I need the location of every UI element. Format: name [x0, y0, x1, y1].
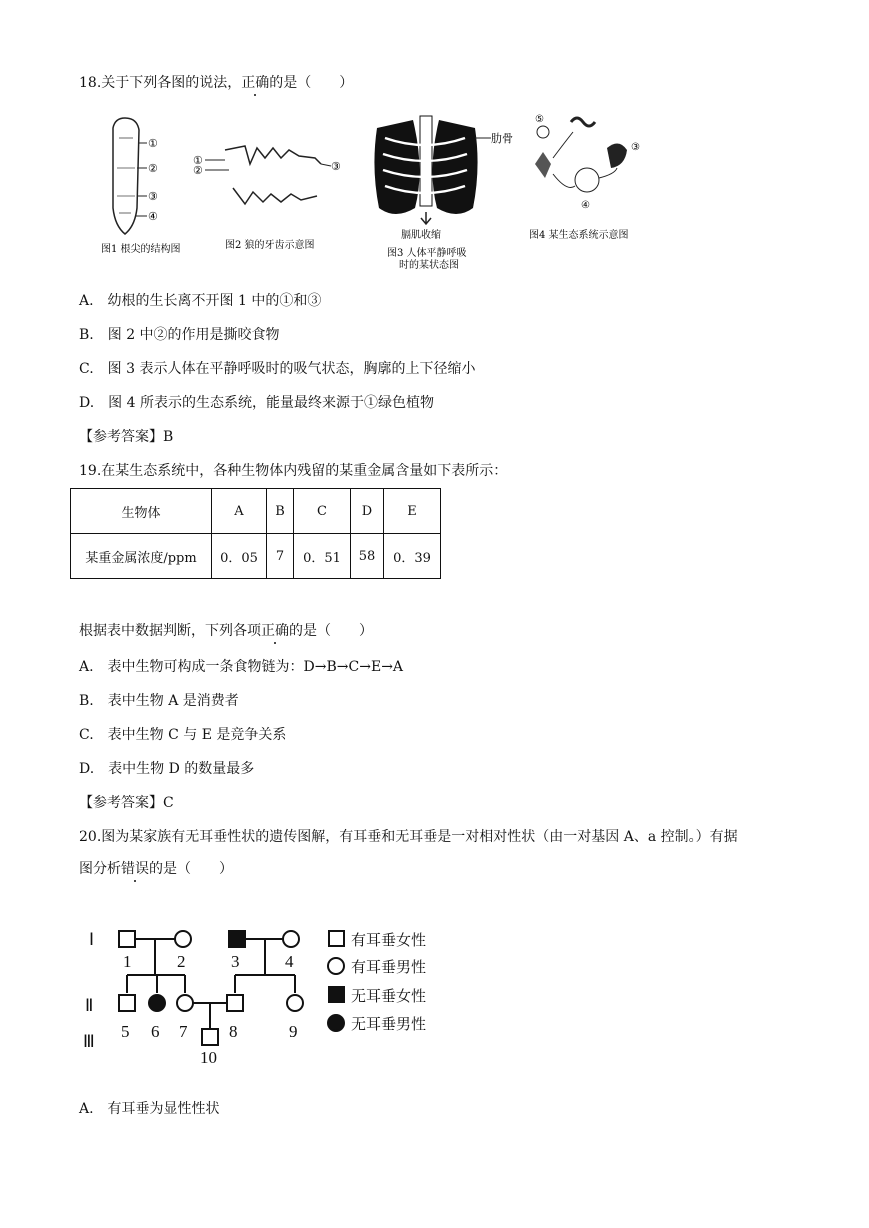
table-cell: 生物体: [71, 489, 212, 534]
q19-option-d: D. 表中生物 D 的数量最多: [79, 761, 255, 777]
svg-text:6: 6: [151, 1022, 160, 1041]
individual-8: [227, 995, 243, 1011]
rib-cage-figure: [374, 116, 513, 271]
svg-text:无耳垂男性: 无耳垂男性: [351, 1017, 427, 1033]
pedigree-svg: [85, 915, 465, 1075]
q20-option-a: A. 有耳垂为显性性状: [79, 1101, 220, 1117]
svg-text:①: ①: [148, 137, 158, 150]
svg-text:Ⅱ: Ⅱ: [85, 996, 94, 1015]
emphasis-correct: 正确: [241, 75, 270, 91]
individual-4: [283, 931, 299, 947]
svg-text:④: ④: [581, 200, 590, 211]
individual-5: [119, 995, 135, 1011]
svg-text:③: ③: [631, 142, 640, 153]
q19-answer: 【参考答案】C: [79, 795, 174, 811]
q20-stem-line1: 20.图为某家族有无耳垂性状的遗传图解，有耳垂和无耳垂是一对相对性状（由一对基因 A、a 控制。）有据: [79, 829, 738, 845]
table-cell: 58: [351, 534, 384, 579]
q18-figure-svg: [95, 108, 655, 271]
root-tip-figure: [101, 118, 181, 255]
pedigree-chart: [85, 915, 465, 1075]
svg-text:5: 5: [121, 1022, 130, 1041]
svg-text:4: 4: [285, 952, 294, 971]
svg-text:图1 根尖的结构图: 图1 根尖的结构图: [101, 244, 181, 255]
q18-option-a: A. 幼根的生长离不开图 1 中的①和③: [79, 293, 322, 309]
svg-text:膈肌收缩: 膈肌收缩: [401, 230, 441, 241]
table-header-row: [71, 489, 441, 534]
emphasis-correct: 正确: [261, 623, 289, 639]
q18-figures: [95, 108, 655, 271]
wolf-teeth-figure: [193, 146, 341, 251]
svg-text:2: 2: [177, 952, 186, 971]
ecosystem-figure: [529, 114, 640, 241]
svg-text:10: 10: [200, 1048, 217, 1067]
individual-2: [175, 931, 191, 947]
svg-text:⑤: ⑤: [535, 114, 544, 125]
svg-text:肋骨: 肋骨: [491, 132, 513, 145]
svg-text:④: ④: [148, 210, 158, 223]
svg-text:图3 人体平静呼吸: 图3 人体平静呼吸: [387, 248, 467, 259]
svg-text:7: 7: [179, 1022, 188, 1041]
table-cell: A: [212, 489, 267, 534]
svg-text:图4 某生态系统示意图: 图4 某生态系统示意图: [529, 230, 629, 241]
svg-text:②: ②: [148, 162, 158, 175]
q19-option-c: C. 表中生物 C 与 E 是竞争关系: [79, 727, 287, 743]
q18-answer: 【参考答案】B: [79, 429, 174, 445]
q18-option-c: C. 图 3 表示人体在平静呼吸时的吸气状态，胸廓的上下径缩小: [79, 361, 476, 377]
svg-text:Ⅰ: Ⅰ: [89, 930, 95, 949]
svg-text:③: ③: [331, 160, 341, 173]
q19-stem: 19.在某生态系统中，各种生物体内残留的某重金属含量如下表所示：: [79, 463, 508, 479]
q19-option-b: B. 表中生物 A 是消费者: [79, 693, 239, 709]
svg-text:图2 狼的牙齿示意图: 图2 狼的牙齿示意图: [225, 240, 315, 251]
individual-3: [229, 931, 245, 947]
q18-stem: 18.关于下列各图的说法，正确的是（ ）: [79, 75, 354, 91]
q18-option-d: D. 图 4 所表示的生态系统，能量最终来源于①绿色植物: [79, 395, 434, 411]
svg-text:③: ③: [148, 190, 158, 203]
heavy-metal-table: [70, 488, 441, 579]
table-cell: B: [267, 489, 294, 534]
svg-text:Ⅲ: Ⅲ: [83, 1032, 95, 1051]
individual-10: [202, 1029, 218, 1045]
individual-1: [119, 931, 135, 947]
svg-text:9: 9: [289, 1022, 298, 1041]
svg-text:①: ①: [193, 154, 203, 167]
individual-7: [177, 995, 193, 1011]
table-cell: 7: [267, 534, 294, 579]
table-cell: 某重金属浓度/ppm: [71, 534, 212, 579]
table-cell: C: [294, 489, 351, 534]
q20-stem-line2: 图分析错误的是（ ）: [79, 861, 233, 877]
table-cell: 0．05: [212, 534, 267, 579]
svg-text:②: ②: [193, 164, 203, 177]
svg-text:时的某状态图: 时的某状态图: [399, 260, 459, 271]
q19-option-a: A. 表中生物可构成一条食物链为：D→B→C→E→A: [79, 659, 404, 675]
table-cell: D: [351, 489, 384, 534]
table-row: [71, 534, 441, 579]
svg-text:无耳垂女性: 无耳垂女性: [351, 989, 427, 1005]
individual-6: [149, 995, 165, 1011]
svg-text:8: 8: [229, 1022, 238, 1041]
individual-9: [287, 995, 303, 1011]
q19-question: 根据表中数据判断，下列各项正确的是（ ）: [79, 623, 373, 639]
emphasis-wrong: 错误: [121, 861, 149, 877]
svg-text:有耳垂男性: 有耳垂男性: [351, 960, 427, 976]
table-cell: 0．39: [384, 534, 441, 579]
table-cell: E: [384, 489, 441, 534]
q18-option-b: B. 图 2 中②的作用是撕咬食物: [79, 327, 280, 343]
table-cell: 0．51: [294, 534, 351, 579]
svg-text:3: 3: [231, 952, 240, 971]
svg-text:有耳垂女性: 有耳垂女性: [351, 933, 427, 949]
svg-text:1: 1: [123, 952, 132, 971]
